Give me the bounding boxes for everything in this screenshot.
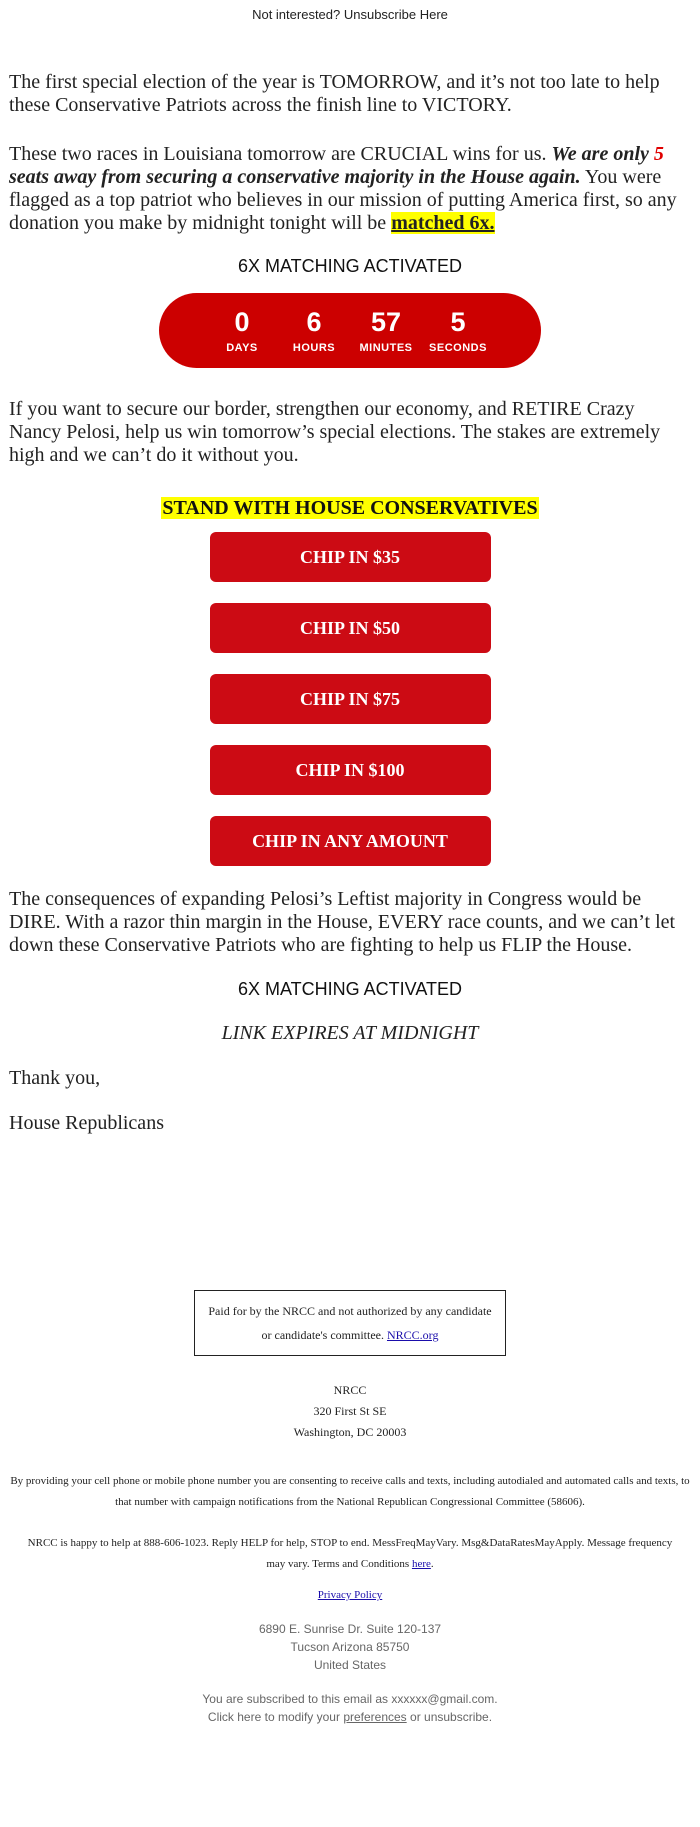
countdown-timer bbox=[159, 293, 541, 368]
org-street: 320 First St SE bbox=[313, 1404, 387, 1418]
intro-paragraph: The first special election of the year is TOMORROW, and it’s not too late to help these Conservative Patriots across the finish line to VICTORY. bbox=[9, 71, 660, 116]
mailing-address bbox=[0, 1620, 700, 1674]
org-name: NRCC bbox=[333, 1383, 367, 1397]
thank-you: Thank you, bbox=[9, 1067, 101, 1089]
paid-for-content bbox=[205, 1299, 495, 1347]
privacy-policy-link[interactable]: Privacy Policy bbox=[317, 1589, 383, 1601]
modify-preferences-line bbox=[0, 1708, 700, 1726]
mailing-street: 6890 E. Sunrise Dr. Suite 120-137 bbox=[258, 1622, 442, 1636]
matching-banner: 6X MATCHING ACTIVATED bbox=[237, 256, 463, 276]
chip-in-any-amount-button[interactable]: CHIP IN ANY AMOUNT bbox=[210, 816, 491, 866]
preferences-link[interactable]: preferences bbox=[343, 1710, 407, 1724]
stand-heading-wrapper bbox=[0, 497, 700, 520]
sms-consent-text: By providing your cell phone or mobile phone number you are consenting to receive calls and texts, including autodialed and automated calls and texts, to that number with campaign notifications from the National Republican Congressional Committee (58606). bbox=[10, 1475, 690, 1508]
terms-link[interactable]: here bbox=[411, 1558, 431, 1570]
subscribed-email: You are subscribed to this email as xxxxxx@gmail.com. bbox=[202, 1692, 498, 1706]
countdown-minutes-value: 57 bbox=[370, 307, 402, 337]
help-text-block: NRCC is happy to help at 888-606-1023. Reply HELP for help, STOP to end. MessFreqMayVary. Msg&DataRatesMayApply. Message frequency may vary. Terms and Conditions here. bbox=[27, 1537, 673, 1570]
help-text: NRCC is happy to help at 888-606-1023. Reply HELP for help, STOP to end. MessFreqMayVary. Msg&DataRatesMayApply. Message frequency may vary. Terms and Conditions bbox=[27, 1537, 673, 1570]
paid-for-wrapper bbox=[0, 1290, 700, 1356]
countdown-seconds-value: 5 bbox=[450, 307, 466, 337]
countdown-minutes bbox=[350, 307, 422, 354]
border-paragraph: If you want to secure our border, strengthen our economy, and RETIRE Crazy Nancy Pelosi, help us win tomorrow’s special elections. The stakes are extremely high and we can’t do it without you. bbox=[9, 398, 661, 466]
stand-heading: STAND WITH HOUSE CONSERVATIVES bbox=[162, 497, 538, 519]
chip-in-75-button[interactable]: CHIP IN $75 bbox=[210, 674, 491, 724]
nrcc-address bbox=[0, 1380, 700, 1443]
countdown-seconds bbox=[422, 307, 494, 354]
races-paragraph bbox=[0, 143, 700, 235]
matched-highlight: matched 6x. bbox=[391, 212, 495, 234]
countdown-days bbox=[206, 307, 278, 354]
countdown-minutes-label: MINUTES bbox=[359, 342, 413, 354]
matching-banner-2: 6X MATCHING ACTIVATED bbox=[237, 979, 463, 999]
majority-emphasis-a: We are only bbox=[551, 143, 654, 165]
chip-in-50-button[interactable]: CHIP IN $50 bbox=[210, 603, 491, 653]
org-city: Washington, DC 20003 bbox=[293, 1425, 407, 1439]
countdown-days-label: DAYS bbox=[226, 342, 258, 354]
consequences-paragraph: The consequences of expanding Pelosi’s Leftist majority in Congress would be DIRE. With a razor thin margin in the House, EVERY race counts, and we can’t let down these Conservative Patriots who are fighting to help us FLIP the House. bbox=[9, 888, 676, 956]
modify-text-end: or unsubscribe. bbox=[406, 1710, 493, 1724]
privacy-wrapper bbox=[0, 1589, 700, 1601]
subscription-info bbox=[0, 1690, 700, 1726]
link-expires-text: LINK EXPIRES AT MIDNIGHT bbox=[221, 1022, 479, 1044]
majority-emphasis-b: seats away from securing a conservative majority in the House again. bbox=[9, 166, 581, 188]
donate-button-group bbox=[0, 532, 700, 866]
countdown-wrapper bbox=[0, 293, 700, 368]
chip-in-35-button[interactable]: CHIP IN $35 bbox=[210, 532, 491, 582]
signature: House Republicans bbox=[9, 1112, 164, 1134]
mailing-city: Tucson Arizona 85750 bbox=[290, 1640, 410, 1654]
countdown-hours bbox=[278, 307, 350, 354]
countdown-hours-value: 6 bbox=[306, 307, 322, 337]
unsubscribe-link[interactable]: Not interested? Unsubscribe Here bbox=[252, 7, 448, 22]
mailing-country: United States bbox=[313, 1658, 387, 1672]
races-text-end: You were flagged as a top patriot who believes in our mission of putting America first, so any donation you make by midnight tonight will be bbox=[9, 166, 677, 234]
seat-count: 5 bbox=[653, 143, 664, 165]
chip-in-100-button[interactable]: CHIP IN $100 bbox=[210, 745, 491, 795]
countdown-days-value: 0 bbox=[234, 307, 250, 337]
races-text-start: These two races in Louisiana tomorrow are CRUCIAL wins for us. bbox=[9, 143, 552, 165]
unsubscribe-bar bbox=[0, 0, 700, 29]
modify-text-start: Click here to modify your bbox=[207, 1710, 344, 1724]
nrcc-link[interactable]: NRCC.org bbox=[386, 1328, 439, 1342]
paid-for-box bbox=[194, 1290, 506, 1356]
paid-for-text: Paid for by the NRCC and not authorized by any candidate or candidate's committee. bbox=[208, 1304, 492, 1342]
countdown-seconds-label: SECONDS bbox=[429, 342, 487, 354]
countdown-hours-label: HOURS bbox=[292, 342, 336, 354]
